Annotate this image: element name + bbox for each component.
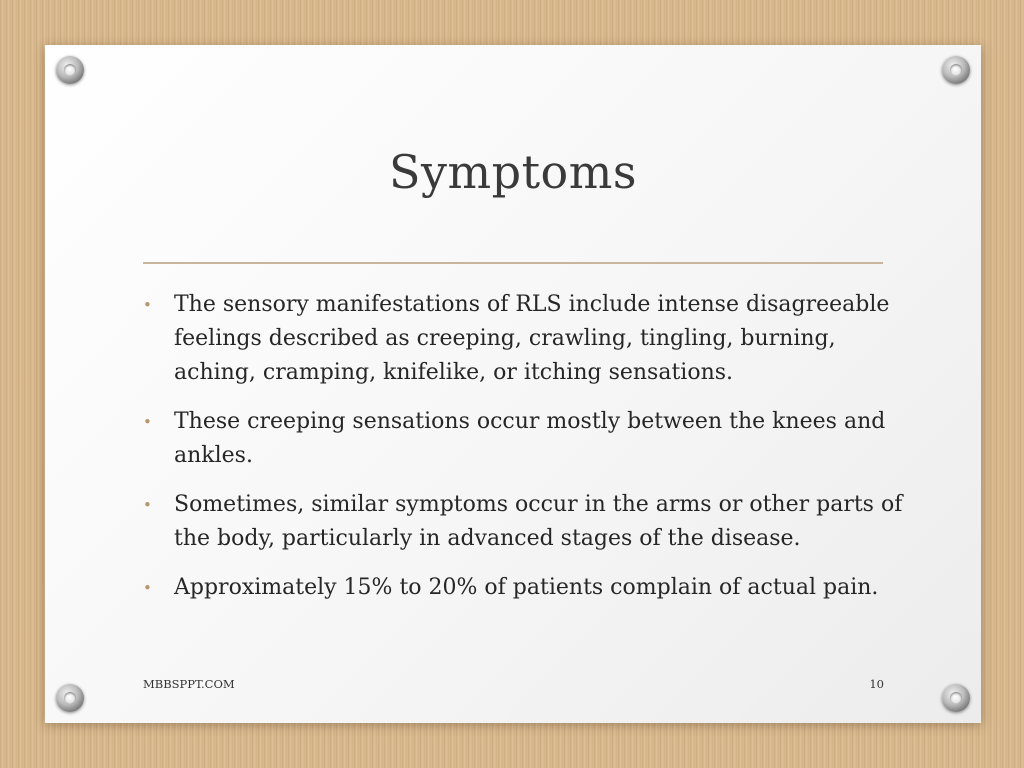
bullet-item xyxy=(143,488,903,556)
slide-panel xyxy=(45,45,981,723)
grommet-icon xyxy=(942,684,970,712)
bullet-text: The sensory manifestations of RLS include intense disagreeable feelings described as creeping, crawling, tingling, burning, aching, cramping, knifelike, or itching sensations. xyxy=(174,292,890,385)
grommet-icon xyxy=(56,684,84,712)
bullet-dot-icon: • xyxy=(143,413,152,431)
bullet-text: These creeping sensations occur mostly between the knees and ankles. xyxy=(174,409,886,468)
slide-number: 10 xyxy=(869,677,884,691)
bullet-dot-icon: • xyxy=(143,579,152,597)
bullet-item xyxy=(143,571,903,605)
grommet-icon xyxy=(942,56,970,84)
bullet-item xyxy=(143,288,903,390)
bullet-dot-icon: • xyxy=(143,496,152,514)
title-divider xyxy=(143,262,883,264)
bullet-text: Sometimes, similar symptoms occur in the arms or other parts of the body, particularly in advanced stages of the disease. xyxy=(174,492,903,551)
bullet-list xyxy=(143,288,903,620)
bullet-dot-icon: • xyxy=(143,296,152,314)
bullet-text: Approximately 15% to 20% of patients complain of actual pain. xyxy=(174,575,879,600)
slide-title: Symptoms xyxy=(389,145,637,199)
grommet-icon xyxy=(56,56,84,84)
footer-source: MBBSPPT.COM xyxy=(143,677,235,691)
bullet-item xyxy=(143,405,903,473)
